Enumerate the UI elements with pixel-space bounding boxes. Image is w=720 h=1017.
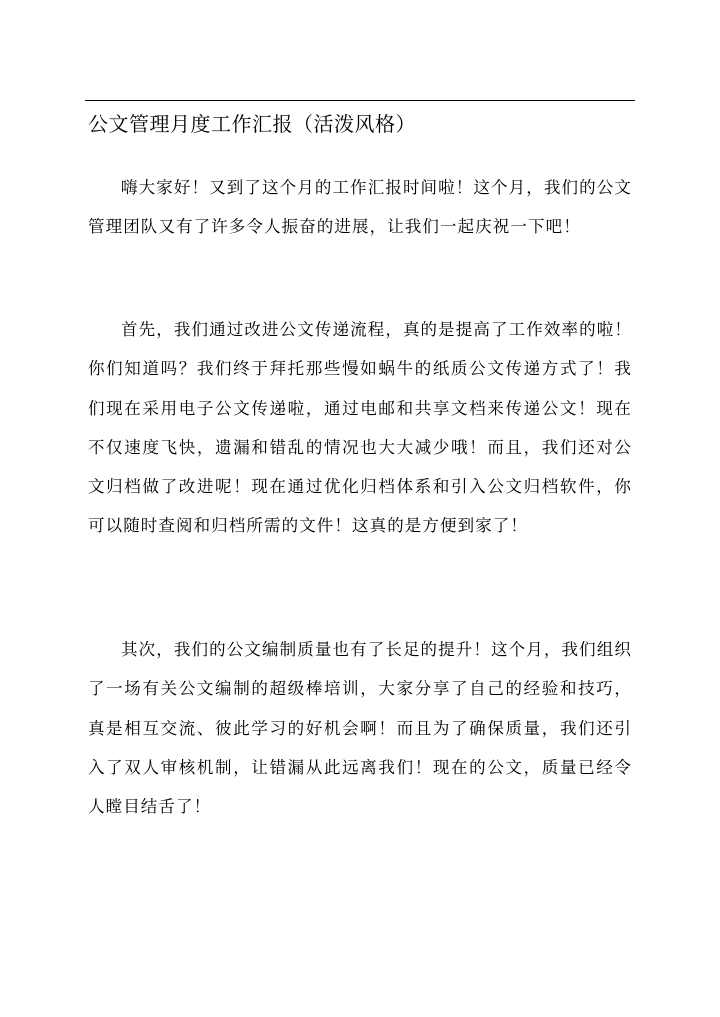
paragraph-quality: 其次，我们的公文编制质量也有了长足的提升！这个月，我们组织了一场有关公文编制的超级棒培训，大家分享了自己的经验和技巧，真是相互交流、彼此学习的好机会啊！而且为了确保质量，我们还引入了双人审核机制，让错漏从此远离我们！现在的公文，质量已经令人瞠目结舌了！ <box>88 640 632 817</box>
paragraph-efficiency: 首先，我们通过改进公文传递流程，真的是提高了工作效率的啦！你们知道吗？我们终于拜托那些慢如蜗牛的纸质公文传递方式了！我们现在采用电子公文传递啦，通过电邮和共享文档来传递公文！现在不仅速度飞快，遗漏和错乱的情况也大大减少哦！而且，我们还对公文归档做了改进呢！现在通过优化归档体系和引入公文归档软件，你可以随时查阅和归档所需的文件！这真的是方便到家了！ <box>88 320 632 536</box>
paragraph-greeting: 嗨大家好！又到了这个月的工作汇报时间啦！这个月，我们的公文管理团队又有了许多令人振奋的进展，让我们一起庆祝一下吧！ <box>88 178 632 237</box>
document-title: 公文管理月度工作汇报（活泼风格） <box>88 112 416 136</box>
header-divider <box>85 100 635 101</box>
